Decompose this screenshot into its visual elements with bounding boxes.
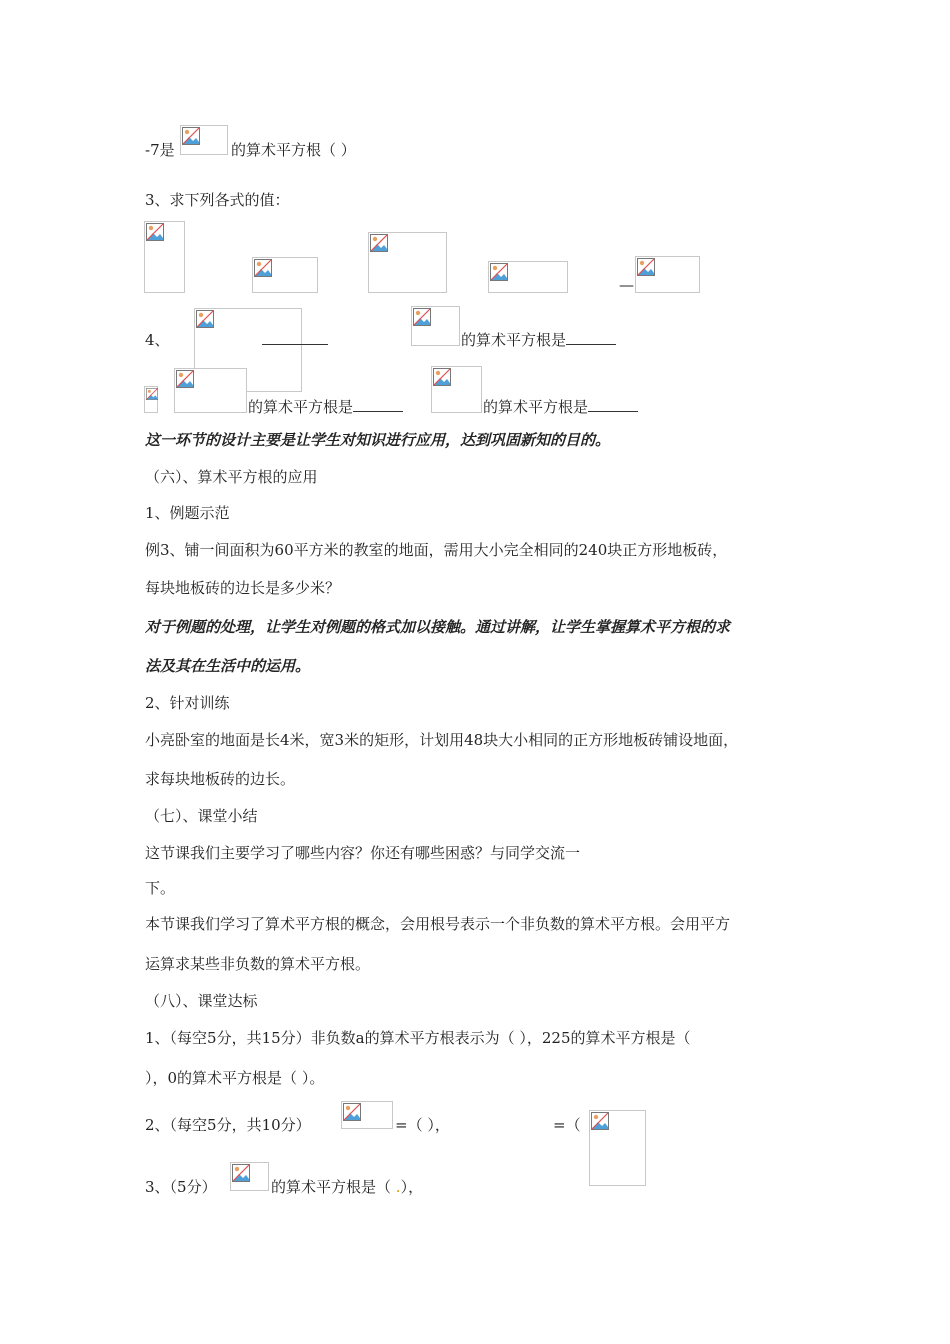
broken-image-icon <box>196 310 214 328</box>
broken-image-icon <box>254 259 272 277</box>
formula-image <box>431 366 482 413</box>
broken-image-icon <box>413 308 431 326</box>
question-text-label: 的算术平方根是 <box>248 398 354 416</box>
formula-image <box>180 125 228 155</box>
test-question: 1、（每空5分，共15分）非负数a的算术平方根表示为（ ），225的算术平方根是（ <box>145 1029 691 1047</box>
formula-image <box>144 221 185 293</box>
broken-image-icon <box>146 223 164 241</box>
subsection-heading: 2、针对训练 <box>145 694 230 712</box>
section-heading: （七）、课堂小结 <box>145 807 258 825</box>
formula-image <box>144 386 158 413</box>
question-4-label: 4、 <box>145 331 170 349</box>
test-question: ），0的算术平方根是（ ）。 <box>145 1069 325 1087</box>
subsection-heading: 1、例题示范 <box>145 504 230 522</box>
example-text: 每块地板砖的边长是多少米？ <box>145 579 341 597</box>
answer-blank[interactable] <box>566 330 616 345</box>
test-question: 2、（每空5分，共10分） <box>145 1116 311 1134</box>
section-heading: （八）、课堂达标 <box>145 992 258 1010</box>
teaching-note: 对于例题的处理，让学生对例题的格式加以接触。通过讲解，让学生掌握算术平方根的求 <box>145 618 731 636</box>
question-text-label: 的算术平方根是 <box>483 398 589 416</box>
summary-question: 下。 <box>145 879 176 897</box>
test-question-text: ）， <box>400 1178 424 1196</box>
answer-blank[interactable] <box>588 397 638 412</box>
test-question: 3、（5分） <box>145 1178 217 1196</box>
test-question-text: 的算术平方根是（ <box>271 1178 396 1196</box>
broken-image-icon <box>591 1112 609 1130</box>
answer-paren: =（ ）， <box>395 1116 450 1134</box>
question-3-heading: 3、求下列各式的值： <box>145 191 290 209</box>
formula-image <box>368 232 447 293</box>
broken-image-icon <box>637 258 655 276</box>
question-line-sqrt-neg7 <box>145 140 175 160</box>
question-suffix: 的算术平方根（ ） <box>231 141 356 159</box>
formula-image <box>174 368 247 413</box>
broken-image-icon <box>370 234 388 252</box>
summary-question: 这节课我们主要学习了哪些内容？你还有哪些困惑？与同学交流一 <box>145 844 581 862</box>
answer-blank[interactable] <box>262 330 328 350</box>
question-prefix: -7是 <box>145 141 175 159</box>
answer-blank[interactable] <box>353 397 403 412</box>
broken-image-icon <box>182 127 200 145</box>
broken-image-icon <box>176 370 194 388</box>
minus-sign: — <box>619 276 634 294</box>
practice-text: 小亮卧室的地面是长4米，宽3米的矩形，计划用48块大小相同的正方形地板砖铺设地面， <box>145 731 739 749</box>
dot-mark: . <box>395 1178 401 1196</box>
question-text <box>461 330 616 350</box>
teaching-note: 法及其在生活中的运用。 <box>145 657 311 675</box>
broken-image-icon <box>343 1103 361 1121</box>
example-text: 例3、铺一间面积为60平方米的教室的地面，需用大小完全相同的240块正方形地板砖， <box>145 541 728 559</box>
question-text <box>248 397 403 417</box>
formula-image <box>341 1101 393 1129</box>
broken-image-icon <box>232 1164 250 1182</box>
practice-text: 求每块地板砖的边长。 <box>145 770 296 788</box>
broken-image-icon <box>433 368 451 386</box>
broken-image-icon <box>146 388 158 400</box>
broken-image-icon <box>490 263 508 281</box>
formula-image <box>411 306 460 346</box>
test-question-suffix <box>271 1177 423 1197</box>
answer-paren: =（ <box>553 1116 581 1134</box>
question-text <box>483 397 638 417</box>
teaching-note: 这一环节的设计主要是让学生对知识进行应用，达到巩固新知的目的。 <box>145 431 611 449</box>
question-text-label: 的算术平方根是 <box>461 331 567 349</box>
formula-image <box>635 256 700 293</box>
formula-image <box>589 1110 646 1186</box>
formula-image <box>252 257 318 293</box>
section-heading: （六）、算术平方根的应用 <box>145 468 318 486</box>
summary-text: 运算求某些非负数的算术平方根。 <box>145 955 371 973</box>
formula-image <box>488 261 568 293</box>
formula-image <box>230 1162 269 1191</box>
summary-text: 本节课我们学习了算术平方根的概念，会用根号表示一个非负数的算术平方根。会用平方 <box>145 915 731 933</box>
